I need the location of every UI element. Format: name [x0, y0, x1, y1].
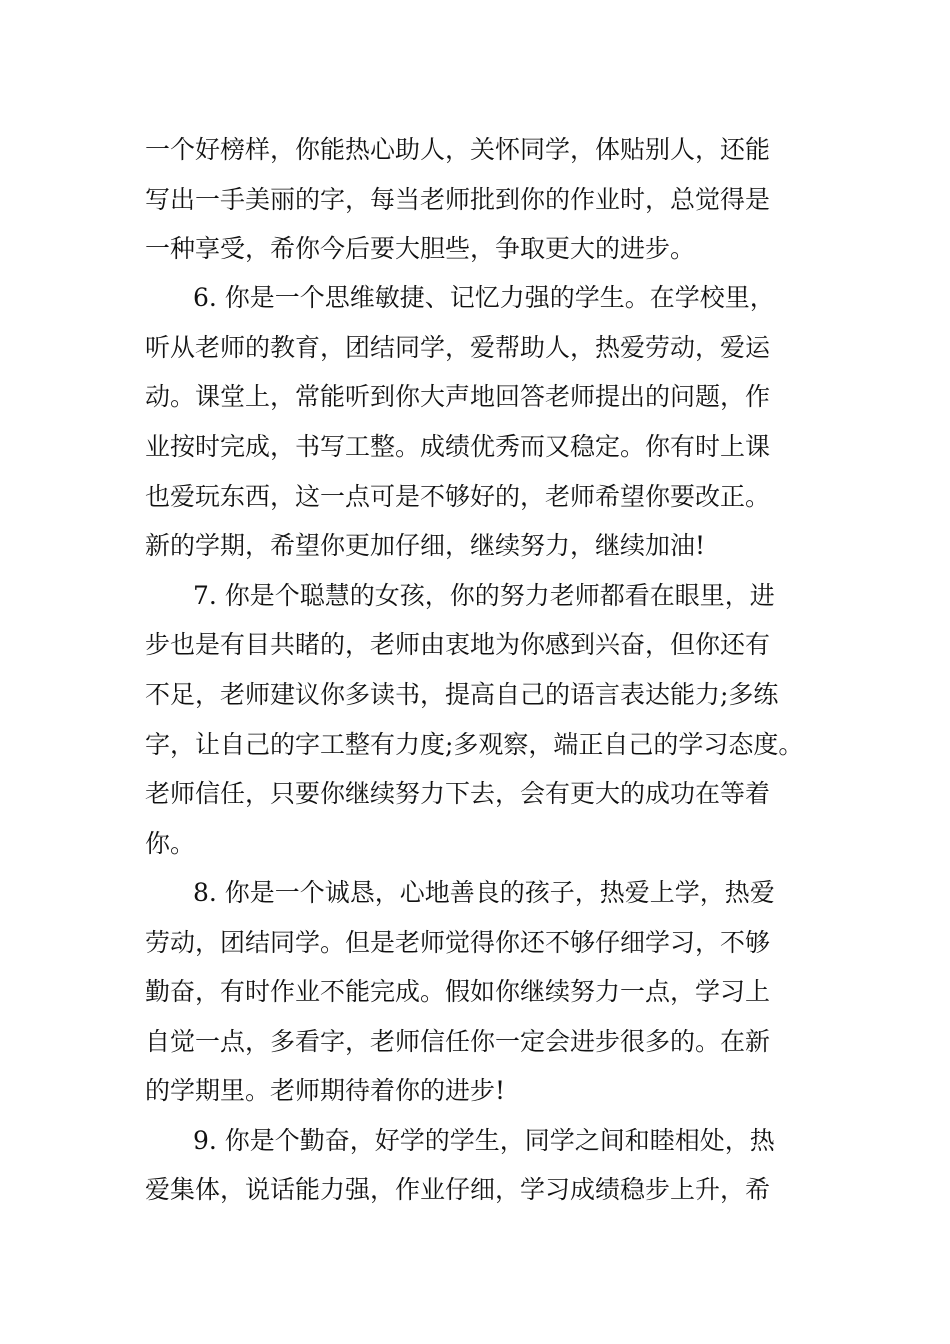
text-line: 听从老师的教育，团结同学，爱帮助人，热爱劳动，爱运 — [145, 333, 771, 362]
paragraph-7-first-line: 7. 你是个聪慧的女孩，你的努力老师都看在眼里，进 — [193, 581, 775, 610]
text-line: 自觉一点，多看字，老师信任你一定会进步很多的。在新 — [145, 1027, 771, 1056]
text-line: 勤奋，有时作业不能完成。假如你继续努力一点，学习上 — [145, 977, 771, 1006]
text-line: 写出一手美丽的字，每当老师批到你的作业时，总觉得是 — [145, 185, 771, 214]
text-line: 一种享受，希你今后要大胆些，争取更大的进步。 — [145, 234, 696, 263]
text-line: 劳动，团结同学。但是老师觉得你还不够仔细学习，不够 — [145, 928, 771, 957]
text-line: 也爱玩东西，这一点可是不够好的，老师希望你要改正。 — [145, 482, 771, 511]
text-line: 不足，老师建议你多读书，提高自己的语言表达能力;多练 — [145, 680, 779, 709]
text-line: 的学期里。老师期待着你的进步! — [145, 1076, 506, 1105]
text-line: 新的学期，希望你更加仔细，继续努力，继续加油! — [145, 531, 706, 560]
text-line: 步也是有目共睹的，老师由衷地为你感到兴奋，但你还有 — [145, 630, 771, 659]
text-line: 老师信任，只要你继续努力下去，会有更大的成功在等着 — [145, 779, 771, 808]
text-line: 你。 — [145, 829, 196, 858]
paragraph-9-first-line: 9. 你是个勤奋，好学的学生，同学之间和睦相处，热 — [193, 1126, 775, 1155]
paragraph-8-first-line: 8. 你是一个诚恳，心地善良的孩子，热爱上学，热爱 — [193, 878, 775, 907]
text-line: 字，让自己的字工整有力度;多观察，端正自己的学习态度。 — [145, 730, 804, 759]
text-line: 动。课堂上，常能听到你大声地回答老师提出的问题，作 — [145, 382, 771, 411]
text-line: 业按时完成，书写工整。成绩优秀而又稳定。你有时上课 — [145, 432, 771, 461]
text-line: 爱集体，说话能力强，作业仔细，学习成绩稳步上升，希 — [145, 1175, 771, 1204]
paragraph-6-first-line: 6. 你是一个思维敏捷、记忆力强的学生。在学校里， — [193, 283, 775, 312]
text-line: 一个好榜样，你能热心助人，关怀同学，体贴别人，还能 — [145, 135, 771, 164]
